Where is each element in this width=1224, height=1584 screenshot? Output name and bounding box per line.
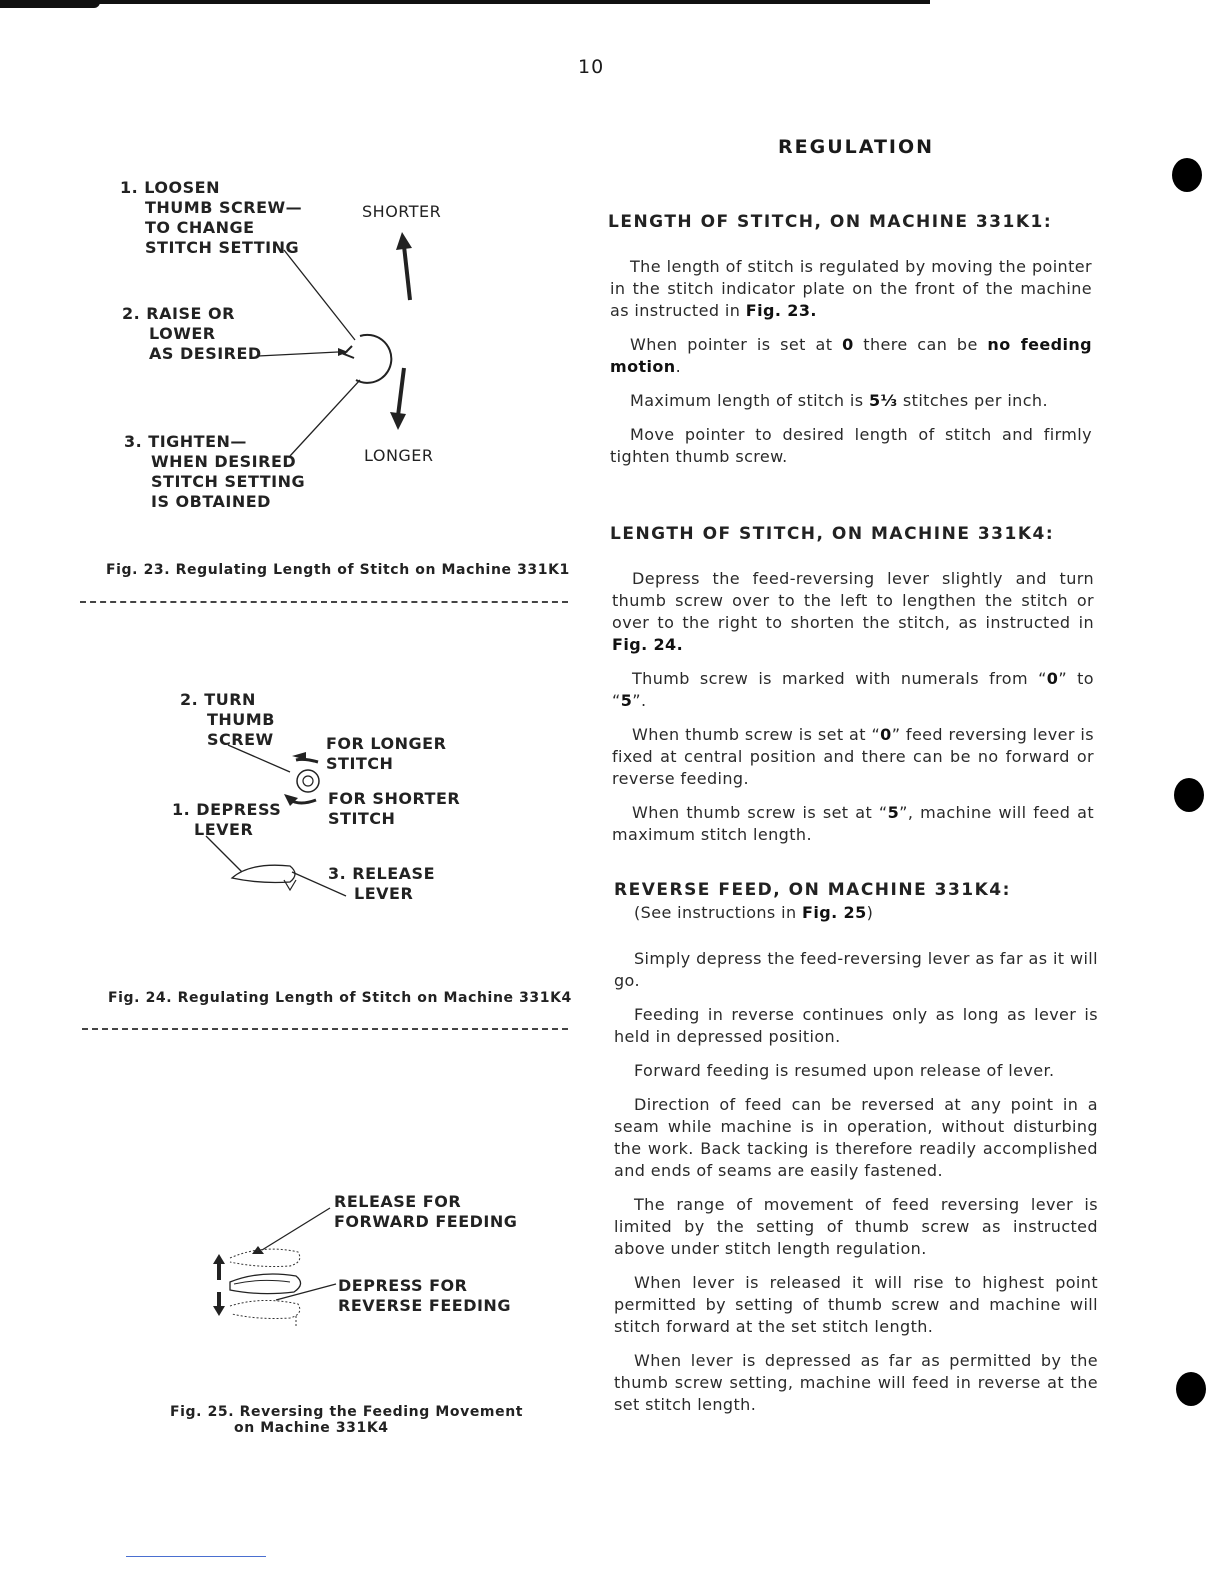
fig25-leader-depress [276, 1284, 336, 1300]
fig25-depress-label: DEPRESS FOR REVERSE FEEDING [338, 1276, 511, 1315]
sec3-heading: REVERSE FEED, ON MACHINE 331K4: [614, 880, 1011, 900]
sec3-subheading: (See instructions in Fig. 25) [634, 903, 874, 922]
sec1-p1: The length of stitch is regulated by moving the pointer in the stitch indicator plate on the front of the machine as instructed in Fig. 23. [610, 257, 1092, 320]
sec2-heading: LENGTH OF STITCH, ON MACHINE 331K4: [610, 524, 1055, 544]
fig23-step3-label: 3. TIGHTEN— WHEN DESIRED STITCH SETTING IS OBTAINED [124, 432, 306, 511]
sec2-p4: When thumb screw is set at “5”, machine will feed at maximum stitch length. [612, 803, 1094, 844]
sec2-body [612, 568, 1094, 846]
sec3-p6: When lever is released it will rise to highest point permitted by setting of thumb screw and machine will stitch forward at the set stitch length. [614, 1273, 1098, 1336]
fig23-step2-label: 2. RAISE OR LOWER AS DESIRED [122, 304, 262, 363]
sec1-p4: Move pointer to desired length of stitch and firmly tighten thumb screw. [610, 425, 1092, 466]
fig25-lever [230, 1274, 301, 1294]
page-number: 10 [578, 56, 605, 78]
fig24-caption: Fig. 24. Regulating Length of Stitch on Machine 331K4 [108, 990, 572, 1006]
sec2-p1: Depress the feed-reversing lever slightly and turn thumb screw over to the left to lengthen the stitch or over to the right to shorten the stitch, as instructed in Fig. 24. [612, 569, 1094, 654]
sec2-p3: When thumb screw is set at “0” feed reversing lever is fixed at central position and there can be no forward or reverse feeding. [612, 725, 1094, 788]
fig25-leader-release [262, 1208, 330, 1250]
fig25-lever-down [230, 1300, 300, 1318]
fig23-shorter-label: SHORTER [362, 202, 442, 221]
sec1-heading: LENGTH OF STITCH, ON MACHINE 331K1: [608, 212, 1053, 232]
sec1-body [610, 256, 1092, 468]
fig25-release-label: RELEASE FOR FORWARD FEEDING [334, 1192, 518, 1231]
fig23-caption: Fig. 23. Regulating Length of Stitch on Machine 331K1 [106, 562, 570, 578]
sec3-p3: Forward feeding is resumed upon release of lever. [634, 1061, 1055, 1080]
fig24-step3-label: 3. RELEASE LEVER [328, 864, 435, 903]
fig25-lever-up [230, 1249, 300, 1266]
sec3-body [614, 948, 1098, 1416]
fig24-step2-label: 2. TURN THUMB SCREW [180, 690, 275, 749]
sec3-p1: Simply depress the feed-reversing lever as far as it will go. [614, 949, 1098, 990]
fig25-caption: Fig. 25. Reversing the Feeding Movement on Machine 331K4 [170, 1404, 524, 1436]
sec1-p3: Maximum length of stitch is 5⅓ stitches per inch. [630, 391, 1048, 410]
section-title: REGULATION [778, 136, 935, 158]
bottom-edge-line [126, 1556, 266, 1557]
sec3-p2: Feeding in reverse continues only as long as lever is held in depressed position. [614, 1005, 1098, 1046]
fig23-step1-label: 1. LOOSEN THUMB SCREW— TO CHANGE STITCH SETTING [120, 178, 303, 257]
sec3-p5: The range of movement of feed reversing lever is limited by the setting of thumb screw as instructed above under stitch length regulation. [614, 1195, 1098, 1258]
fig23-longer-label: LONGER [364, 446, 434, 465]
sec2-p2: Thumb screw is marked with numerals from “0” to “5”. [612, 669, 1094, 710]
sec3-p7: When lever is depressed as far as permitted by the thumb screw setting, machine will feed in reverse at the set stitch length. [614, 1351, 1098, 1414]
sec1-p2: When pointer is set at 0 there can be no feeding motion. [610, 335, 1092, 376]
fig24-for-shorter-label: FOR SHORTER STITCH [328, 789, 461, 828]
fig24-step1-label: 1. DEPRESS LEVER [172, 800, 282, 839]
fig24-for-longer-label: FOR LONGER STITCH [326, 734, 447, 773]
sec3-p4: Direction of feed can be reversed at any point in a seam while machine is in operation, without disturbing the work. Back tacking is therefore readily accomplished and ends of seams are easily fastened. [614, 1095, 1098, 1180]
